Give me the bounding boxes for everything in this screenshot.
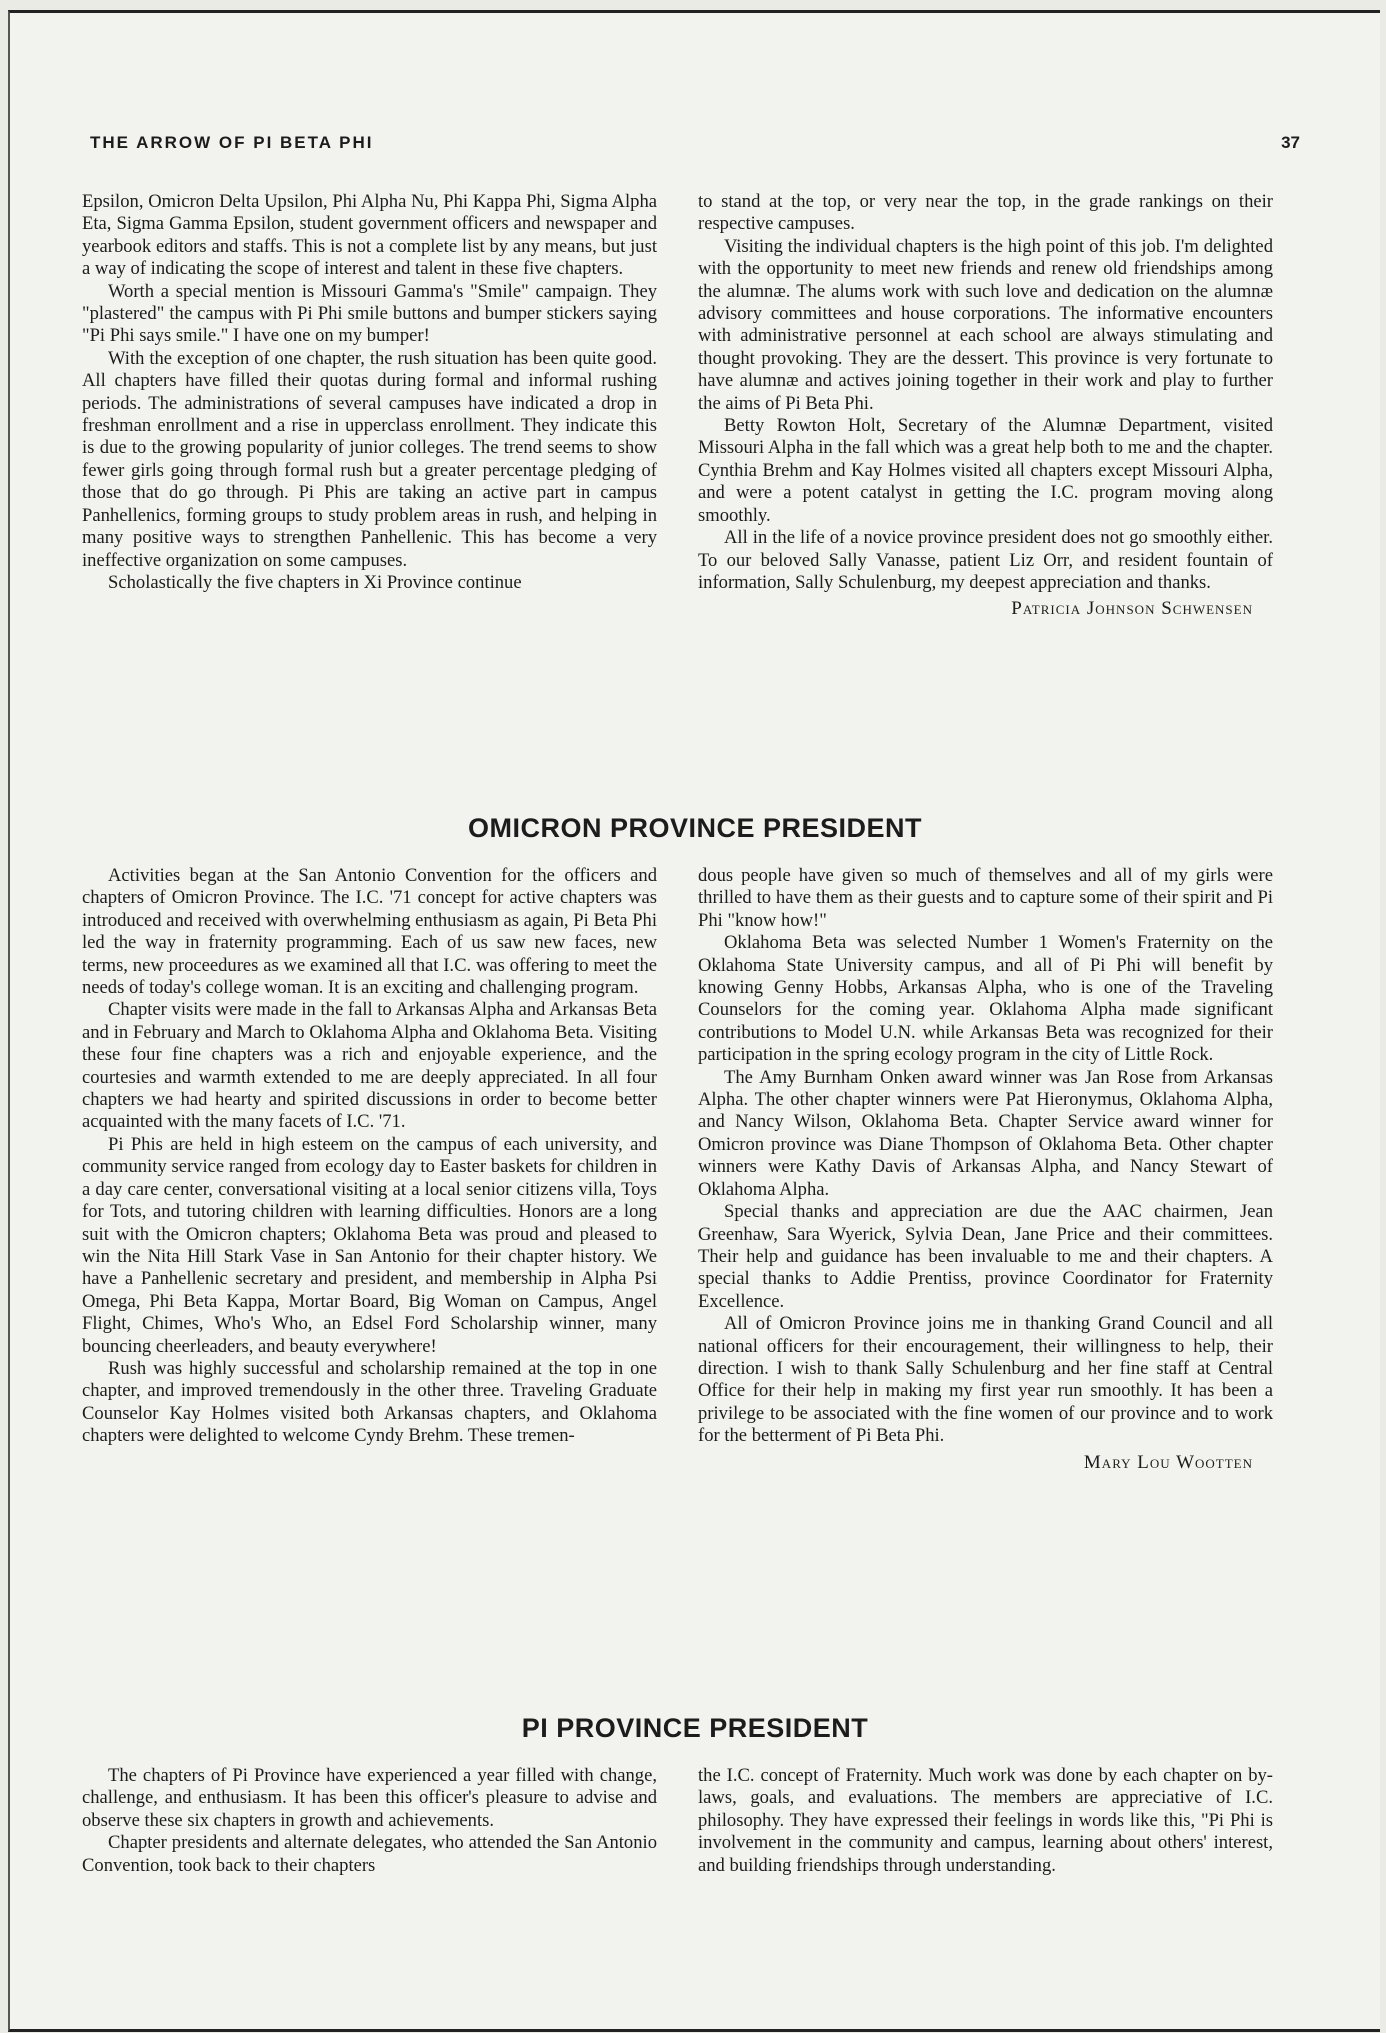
author-signature: Mary Lou Wootten [1083, 1451, 1253, 1473]
paragraph: All in the life of a novice province president does not go smoothly either. To our beloved Sally Vanasse, patient Liz Orr, and resident fountain of information, Sally Schulenburg, my deepest appreciation and thanks. [698, 527, 1273, 593]
paragraph: The Amy Burnham Onken award winner was Jan Rose from Arkansas Alpha. The other chapter winners were Pat Hieronymus, Oklahoma Alpha, and Nancy Wilson, Oklahoma Beta. Chapter Service award winner for Omicron province was Diane Thompson of Oklahoma Beta. Other chapter winners were Kathy Davis of Arkansas Alpha, and Nancy Stewart of Oklahoma Alpha. [698, 1066, 1273, 1200]
paragraph: Rush was highly successful and scholarship remained at the top in one chapter, and improved tremendously in the other three. Traveling Graduate Counselor Kay Holmes visited both Arkansas chapters, and Oklahoma chapters were delighted to welcome Cyndy Brehm. These tremen- [82, 1357, 657, 1447]
section-heading: PI PROVINCE PRESIDENT [521, 1713, 869, 1743]
paragraph: Betty Rowton Holt, Secretary of the Alumnæ Department, visited Missouri Alpha in the fall which was a great help both to me and the chapter. Cynthia Brehm and Kay Holmes visited all chapters except Missouri Alpha, and were a potent catalyst in getting the I.C. program moving along smoothly. [698, 415, 1273, 526]
paragraph: Epsilon, Omicron Delta Upsilon, Phi Alpha Nu, Phi Kappa Phi, Sigma Alpha Eta, Sigma Gamma Epsilon, student government officers and newspaper and yearbook editors and staffs. This is not a complete list by any means, but just a way of indicating the scope of interest and talent in these five chapters. [82, 191, 657, 280]
pi-right-column [698, 1765, 1273, 1877]
paragraph: Oklahoma Beta was selected Number 1 Women's Fraternity on the Oklahoma State University campus, and all of Pi Phi will benefit by knowing Genny Hobbs, Arkansas Alpha, who is one of the Traveling Counselors for the coming year. Oklahoma Alpha made significant contributions to Model U.N. while Arkansas Beta was recognized for their participation in the spring ecology program in the city of Little Rock. [698, 932, 1273, 1066]
section-heading: OMICRON PROVINCE PRESIDENT [467, 813, 923, 843]
paragraph: dous people have given so much of themselves and all of my girls were thrilled to have them as their guests and to capture some of their spirit and Pi Phi "know how!" [698, 865, 1273, 931]
paragraph: The chapters of Pi Province have experienced a year filled with change, challenge, and enthusiasm. It has been this officer's pleasure to advise and observe these six chapters in growth and achievements. [82, 1765, 657, 1831]
paragraph: Worth a special mention is Missouri Gamma's "Smile" campaign. They "plastered" the campus with Pi Phi smile buttons and bumper stickers saying "Pi Phi says smile." I have one on my bumper! [82, 280, 657, 347]
pi-left-column [82, 1765, 657, 1877]
omicron-right-column [698, 865, 1273, 1474]
running-header [90, 133, 1300, 163]
paragraph: Special thanks and appreciation are due the AAC chairmen, Jean Greenhaw, Sara Wyerick, Sylvia Dean, Jane Price and their committees. Their help and guidance has been invaluable to me and their chapters. A special thanks to Addie Prentiss, province Coordinator for Fraternity Excellence. [698, 1201, 1273, 1312]
paragraph: With the exception of one chapter, the rush situation has been quite good. All chapters have filled their quotas during formal and informal rushing periods. The administrations of several campuses have indicated a drop in freshman enrollment and a rise in upperclass enrollment. They indicate this is due to the growing popularity of junior colleges. The trend seems to show fewer girls going through formal rush but a greater percentage pledging of those that do go through. Pi Phis are taking an active part in campus Panhellenics, forming groups to study problem areas in rush, and helping in many positive ways to strengthen Panhellenic. This has become a very ineffective organization on some campuses. [82, 347, 657, 571]
publication-title: THE ARROW OF PI BETA PHI [90, 133, 374, 152]
paragraph: Pi Phis are held in high esteem on the campus of each university, and community service ranged from ecology day to Easter baskets for children in a day care center, conversational visiting at a local senior citizens villa, Toys for Tots, and tutoring children with learning difficulties. Honors are a long suit with the Omicron chapters; Oklahoma Beta was proud and pleased to win the Nita Hill Stark Vase in San Antonio for their chapter history. We have a Panhellenic secretary and president, and membership in Alpha Psi Omega, Phi Beta Kappa, Mortar Board, Big Woman on Campus, Angel Flight, Chimes, Who's Who, an Edsel Ford Scholarship winner, many bouncing cheerleaders, and beauty everywhere! [82, 1133, 657, 1357]
paragraph: Scholastically the five chapters in Xi Province continue [108, 571, 522, 593]
paragraph: Visiting the individual chapters is the high point of this job. I'm delighted with the opportunity to meet new friends and renew old friendships among the alumnæ. The alums work with such love and dedication on the alumnæ advisory committees and house corporations. The informative encounters with administrative personnel at each school are always stimulating and thought provoking. They are the dessert. This province is very fortunate to have alumnæ and actives joining together in their work and play to further the aims of Pi Beta Phi. [698, 235, 1273, 414]
page-number: 37 [1281, 133, 1300, 152]
paragraph: Activities began at the San Antonio Convention for the officers and chapters of Omicron Province. The I.C. '71 concept for active chapters was introduced and received with overwhelming enthusiasm as again, Pi Beta Phi led the way in fraternity programming. Each of us saw new faces, new terms, new proceedures as we examined all that I.C. was offering to meet the needs of today's college woman. It is an exciting and challenging program. [82, 865, 657, 999]
paragraph: to stand at the top, or very near the top, in the grade rankings on their respective campuses. [698, 191, 1273, 235]
paragraph: Chapter presidents and alternate delegates, who attended the San Antonio Convention, took back to their chapters [82, 1832, 657, 1876]
paragraph: All of Omicron Province joins me in thanking Grand Council and all national officers for their encouragement, their willingness to help, their direction. I wish to thank Sally Schulenburg and her fine staff at Central Office for their help in making my first year run smoothly. It has been a privilege to be associated with the fine women of our province and to work for the betterment of Pi Beta Phi. [698, 1313, 1273, 1447]
author-signature: Patricia Johnson Schwensen [1011, 598, 1253, 620]
paragraph: Chapter visits were made in the fall to Arkansas Alpha and Arkansas Beta and in February and March to Oklahoma Alpha and Oklahoma Beta. Visiting these four fine chapters was a rich and enjoyable experience, and the courtesies and warmth extended to me are deeply appreciated. In all four chapters we had hearty and spirited discussions in order to become better acquainted with the many facets of I.C. '71. [82, 999, 657, 1133]
paragraph: the I.C. concept of Fraternity. Much work was done by each chapter on by-laws, goals, and evaluations. The members are appreciative of I.C. philosophy. They have expressed their feelings in words like this, "Pi Phi is involvement in the community and campus, learning about others' interest, and building friendships through understanding. [698, 1765, 1273, 1876]
xi-province-right-column [698, 191, 1273, 621]
omicron-left-column [82, 865, 657, 1448]
xi-province-left-column [82, 191, 657, 594]
magazine-page [8, 10, 1380, 2032]
